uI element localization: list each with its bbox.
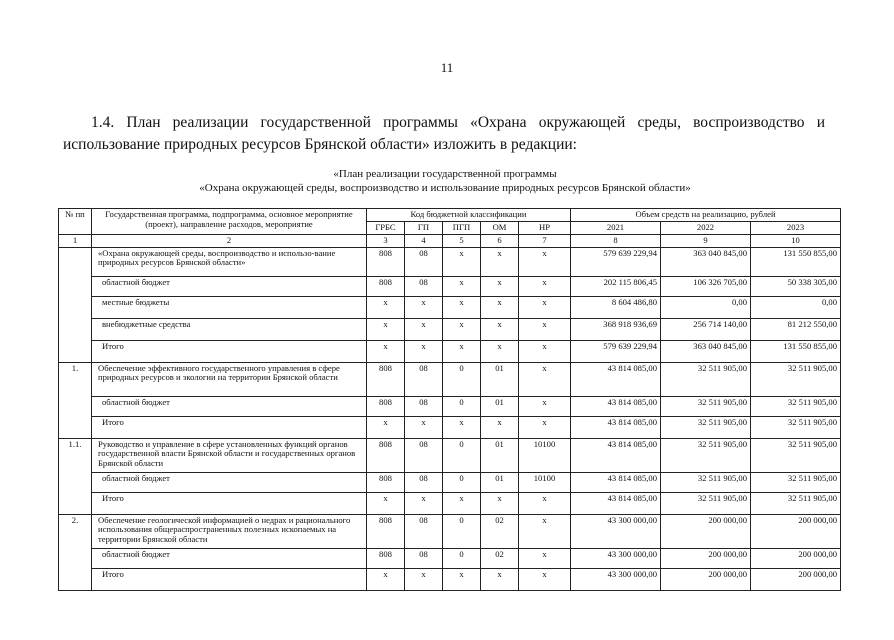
code-om: x bbox=[481, 318, 519, 340]
funding-source: Итого bbox=[92, 492, 367, 514]
column-index: 7 bbox=[519, 235, 571, 248]
column-index-row bbox=[59, 235, 841, 248]
code-nr: x bbox=[519, 318, 571, 340]
caption-line-2: «Охрана окружающей среды, воспроизводство и использование природных ресурсов Брянской области» bbox=[199, 182, 691, 194]
code-gp: 08 bbox=[405, 514, 443, 548]
code-nr: x bbox=[519, 276, 571, 296]
amount-2021: 43 814 085,00 bbox=[571, 416, 661, 438]
amount-2021: 43 814 085,00 bbox=[571, 362, 661, 396]
code-om: 01 bbox=[481, 396, 519, 416]
code-nr: x bbox=[519, 492, 571, 514]
amount-2023: 50 338 305,00 bbox=[751, 276, 841, 296]
row-number: 2. bbox=[59, 514, 92, 590]
code-grbs: 808 bbox=[367, 276, 405, 296]
code-pgp: x bbox=[443, 276, 481, 296]
column-index: 10 bbox=[751, 235, 841, 248]
program-name: «Охрана окружающей среды, воспроизводство и использо-вание природных ресурсов Брянской области» bbox=[92, 247, 367, 276]
amount-2023: 81 212 550,00 bbox=[751, 318, 841, 340]
code-pgp: 0 bbox=[443, 438, 481, 472]
col-header-pgp: ПГП bbox=[443, 222, 481, 235]
table-row bbox=[59, 276, 841, 296]
amount-2023: 200 000,00 bbox=[751, 514, 841, 548]
column-index: 4 bbox=[405, 235, 443, 248]
amount-2021: 368 918 936,69 bbox=[571, 318, 661, 340]
code-om: 01 bbox=[481, 438, 519, 472]
amount-2022: 32 511 905,00 bbox=[661, 492, 751, 514]
code-grbs: 808 bbox=[367, 472, 405, 492]
code-om: 01 bbox=[481, 362, 519, 396]
column-index: 9 bbox=[661, 235, 751, 248]
amount-2023: 32 511 905,00 bbox=[751, 362, 841, 396]
col-header-2023: 2023 bbox=[751, 222, 841, 235]
column-index: 8 bbox=[571, 235, 661, 248]
code-nr: x bbox=[519, 396, 571, 416]
code-gp: x bbox=[405, 568, 443, 590]
code-pgp: x bbox=[443, 340, 481, 362]
amount-2021: 43 300 000,00 bbox=[571, 514, 661, 548]
funding-source: внебюджетные средства bbox=[92, 318, 367, 340]
table-row bbox=[59, 396, 841, 416]
code-pgp: 0 bbox=[443, 548, 481, 568]
row-number bbox=[59, 247, 92, 362]
amount-2021: 43 814 085,00 bbox=[571, 472, 661, 492]
code-grbs: 808 bbox=[367, 548, 405, 568]
table-row bbox=[59, 362, 841, 396]
code-gp: 08 bbox=[405, 548, 443, 568]
code-grbs: 808 bbox=[367, 396, 405, 416]
code-nr: 10100 bbox=[519, 472, 571, 492]
code-om: x bbox=[481, 568, 519, 590]
amount-2021: 43 300 000,00 bbox=[571, 568, 661, 590]
funding-source: областной бюджет bbox=[92, 276, 367, 296]
col-header-gp: ГП bbox=[405, 222, 443, 235]
code-grbs: 808 bbox=[367, 438, 405, 472]
column-index: 3 bbox=[367, 235, 405, 248]
code-om: x bbox=[481, 247, 519, 276]
amount-2022: 363 040 845,00 bbox=[661, 247, 751, 276]
column-index: 6 bbox=[481, 235, 519, 248]
code-nr: x bbox=[519, 514, 571, 548]
code-gp: x bbox=[405, 416, 443, 438]
funding-source: областной бюджет bbox=[92, 396, 367, 416]
amount-2023: 32 511 905,00 bbox=[751, 416, 841, 438]
code-nr: x bbox=[519, 568, 571, 590]
table-row bbox=[59, 416, 841, 438]
amount-2023: 32 511 905,00 bbox=[751, 472, 841, 492]
code-pgp: x bbox=[443, 492, 481, 514]
amount-2023: 32 511 905,00 bbox=[751, 438, 841, 472]
code-gp: x bbox=[405, 340, 443, 362]
funding-source: местные бюджеты bbox=[92, 296, 367, 318]
amount-2022: 200 000,00 bbox=[661, 548, 751, 568]
funding-source: областной бюджет bbox=[92, 548, 367, 568]
code-om: x bbox=[481, 276, 519, 296]
column-index: 2 bbox=[92, 235, 367, 248]
amount-2023: 32 511 905,00 bbox=[751, 396, 841, 416]
plan-table bbox=[58, 208, 841, 591]
col-header-2021: 2021 bbox=[571, 222, 661, 235]
code-om: x bbox=[481, 416, 519, 438]
code-grbs: x bbox=[367, 340, 405, 362]
amount-2022: 256 714 140,00 bbox=[661, 318, 751, 340]
plan-table-body bbox=[59, 247, 841, 590]
code-pgp: 0 bbox=[443, 396, 481, 416]
code-om: 01 bbox=[481, 472, 519, 492]
code-pgp: x bbox=[443, 247, 481, 276]
code-gp: x bbox=[405, 492, 443, 514]
code-om: x bbox=[481, 492, 519, 514]
amount-2022: 0,00 bbox=[661, 296, 751, 318]
amount-2021: 202 115 806,45 bbox=[571, 276, 661, 296]
row-number: 1.1. bbox=[59, 438, 92, 514]
amount-2021: 43 814 085,00 bbox=[571, 438, 661, 472]
program-name: Руководство и управление в сфере установленных функций органов государственной власти Брянской области и государственных органов Брянской области bbox=[92, 438, 367, 472]
amount-2022: 200 000,00 bbox=[661, 568, 751, 590]
code-nr: x bbox=[519, 548, 571, 568]
code-grbs: 808 bbox=[367, 247, 405, 276]
amount-2021: 579 639 229,94 bbox=[571, 340, 661, 362]
col-header-grbs: ГРБС bbox=[367, 222, 405, 235]
amount-2023: 131 550 855,00 bbox=[751, 340, 841, 362]
table-row bbox=[59, 492, 841, 514]
amount-2022: 32 511 905,00 bbox=[661, 362, 751, 396]
code-gp: 08 bbox=[405, 362, 443, 396]
amount-2023: 200 000,00 bbox=[751, 568, 841, 590]
code-gp: 08 bbox=[405, 438, 443, 472]
amount-2023: 32 511 905,00 bbox=[751, 492, 841, 514]
code-grbs: x bbox=[367, 296, 405, 318]
table-row bbox=[59, 340, 841, 362]
amount-2021: 43 814 085,00 bbox=[571, 492, 661, 514]
code-pgp: x bbox=[443, 416, 481, 438]
amount-2021: 579 639 229,94 bbox=[571, 247, 661, 276]
amount-2022: 106 326 705,00 bbox=[661, 276, 751, 296]
code-nr: 10100 bbox=[519, 438, 571, 472]
code-om: x bbox=[481, 296, 519, 318]
code-nr: x bbox=[519, 340, 571, 362]
funding-source: областной бюджет bbox=[92, 472, 367, 492]
column-index: 1 bbox=[59, 235, 92, 248]
col-header-code-group: Код бюджетной классификации bbox=[367, 209, 571, 222]
amount-2022: 32 511 905,00 bbox=[661, 472, 751, 492]
column-index: 5 bbox=[443, 235, 481, 248]
amount-2022: 200 000,00 bbox=[661, 514, 751, 548]
code-nr: x bbox=[519, 362, 571, 396]
code-gp: 08 bbox=[405, 276, 443, 296]
amount-2022: 32 511 905,00 bbox=[661, 416, 751, 438]
program-name: Обеспечение геологической информацией о недрах и рационального использования общераспространенных полезных ископаемых на территории Брянской области bbox=[92, 514, 367, 548]
code-gp: 08 bbox=[405, 396, 443, 416]
code-gp: 08 bbox=[405, 472, 443, 492]
col-header-nr: НР bbox=[519, 222, 571, 235]
caption-line-1: «План реализации государственной программы bbox=[333, 168, 557, 180]
amount-2023: 0,00 bbox=[751, 296, 841, 318]
code-grbs: x bbox=[367, 492, 405, 514]
code-gp: x bbox=[405, 318, 443, 340]
code-gp: x bbox=[405, 296, 443, 318]
table-caption bbox=[150, 167, 740, 195]
amount-2021: 43 300 000,00 bbox=[571, 548, 661, 568]
amount-2022: 32 511 905,00 bbox=[661, 438, 751, 472]
intro-paragraph: 1.4. План реализации государственной программы «Охрана окружающей среды, воспроизводство и использование природных ресурсов Брянской области» изложить в редакции: bbox=[63, 114, 825, 153]
table-row bbox=[59, 438, 841, 472]
table-row bbox=[59, 296, 841, 318]
program-name: Обеспечение эффективного государственного управления в сфере природных ресурсов и экологии на территории Брянской области bbox=[92, 362, 367, 396]
table-row bbox=[59, 472, 841, 492]
code-pgp: 0 bbox=[443, 472, 481, 492]
code-grbs: 808 bbox=[367, 514, 405, 548]
code-pgp: x bbox=[443, 568, 481, 590]
code-pgp: 0 bbox=[443, 362, 481, 396]
amount-2023: 200 000,00 bbox=[751, 548, 841, 568]
col-header-amount-group: Объем средств на реализацию, рублей bbox=[571, 209, 841, 222]
funding-source: Итого bbox=[92, 340, 367, 362]
table-row bbox=[59, 318, 841, 340]
funding-source: Итого bbox=[92, 416, 367, 438]
code-om: 02 bbox=[481, 514, 519, 548]
amount-2022: 363 040 845,00 bbox=[661, 340, 751, 362]
code-grbs: x bbox=[367, 318, 405, 340]
code-pgp: x bbox=[443, 318, 481, 340]
funding-source: Итого bbox=[92, 568, 367, 590]
table-row bbox=[59, 247, 841, 276]
code-nr: x bbox=[519, 247, 571, 276]
col-header-2022: 2022 bbox=[661, 222, 751, 235]
code-om: x bbox=[481, 340, 519, 362]
code-pgp: x bbox=[443, 296, 481, 318]
col-header-om: ОМ bbox=[481, 222, 519, 235]
code-nr: x bbox=[519, 416, 571, 438]
code-grbs: x bbox=[367, 568, 405, 590]
code-pgp: 0 bbox=[443, 514, 481, 548]
table-row bbox=[59, 548, 841, 568]
page-number: 11 bbox=[440, 60, 454, 75]
amount-2023: 131 550 855,00 bbox=[751, 247, 841, 276]
code-gp: 08 bbox=[405, 247, 443, 276]
col-header-program: Государственная программа, подпрограмма, основное мероприятие (проект), направление расходов, мероприятие bbox=[92, 209, 367, 235]
amount-2022: 32 511 905,00 bbox=[661, 396, 751, 416]
table-row bbox=[59, 514, 841, 548]
code-nr: x bbox=[519, 296, 571, 318]
amount-2021: 43 814 085,00 bbox=[571, 396, 661, 416]
table-row bbox=[59, 568, 841, 590]
code-grbs: 808 bbox=[367, 362, 405, 396]
code-om: 02 bbox=[481, 548, 519, 568]
col-header-num: № пп bbox=[59, 209, 92, 235]
row-number: 1. bbox=[59, 362, 92, 438]
amount-2021: 8 604 486,80 bbox=[571, 296, 661, 318]
code-grbs: x bbox=[367, 416, 405, 438]
